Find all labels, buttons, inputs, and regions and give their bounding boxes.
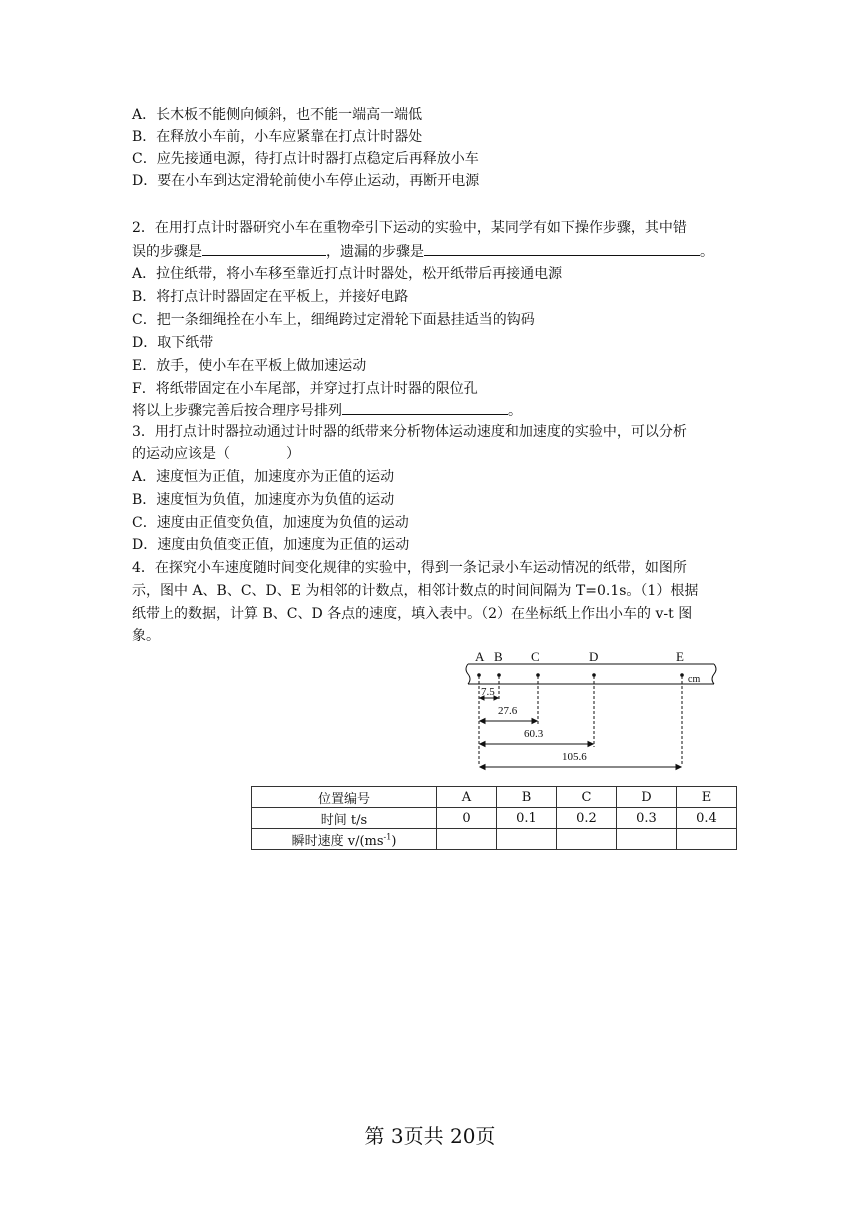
table-cell: 0.4	[677, 808, 737, 829]
table-cell: 0.1	[497, 808, 557, 829]
velocity-table	[251, 786, 737, 850]
q2-stem-text-c: 。	[700, 244, 714, 260]
velocity-input-cell[interactable]	[677, 829, 737, 850]
tape-dot-a	[477, 673, 481, 677]
q3-option-b: B．速度恒为负值，加速度亦为负值的运动	[132, 492, 395, 508]
point-label-d: D	[589, 649, 599, 664]
table-row	[252, 808, 737, 829]
q4-stem-line3: 纸带上的数据，计算 B、C、D 各点的速度，填入表中。（2）在坐标纸上作出小车的 v-t 图	[132, 606, 693, 622]
q1-option-d: D．要在小车到达定滑轮前使小车停止运动，再断开电源	[132, 173, 480, 189]
distance-label-ac: 27.6	[498, 705, 518, 717]
q2-order-end: 。	[508, 403, 522, 419]
q2-stem-line1: 2．在用打点计时器研究小车在重物牵引下运动的实验中，某同学有如下操作步骤，其中错	[132, 220, 687, 236]
q4-stem-line4: 象。	[132, 628, 160, 644]
velocity-exponent: -1	[383, 832, 392, 842]
velocity-close: )	[391, 833, 397, 849]
q2-option-d: D．取下纸带	[132, 335, 214, 351]
velocity-input-cell[interactable]	[557, 829, 617, 850]
paper-tape-diagram	[464, 648, 724, 778]
q1-option-c: C．应先接通电源，待打点计时器打点稳定后再释放小车	[132, 151, 479, 167]
distance-label-ab: 7.5	[481, 686, 495, 698]
q4-stem-line2: 示，图中 A、B、C、D、E 为相邻的计数点，相邻计数点的时间间隔为 T=0.1s。（1）根据	[132, 583, 699, 599]
velocity-label: 瞬时速度 v/(ms	[291, 833, 384, 849]
tape-right-tear	[712, 664, 716, 684]
tape-dot-c	[536, 673, 540, 677]
point-label-c: C	[531, 649, 540, 664]
q2-option-a: A．拉住纸带，将小车移至靠近打点计时器处，松开纸带后再接通电源	[132, 266, 563, 282]
q1-option-a: A．长木板不能侧向倾斜，也不能一端高一端低	[132, 107, 423, 123]
point-label-a: A	[475, 649, 485, 664]
distance-label-ad: 60.3	[524, 728, 544, 740]
q1-option-b: B．在释放小车前，小车应紧靠在打点计时器处	[132, 129, 423, 145]
q2-option-c: C．把一条细绳拴在小车上，细绳跨过定滑轮下面悬挂适当的钩码	[132, 312, 535, 328]
distance-label-ae: 105.6	[562, 751, 587, 763]
table-row	[252, 829, 737, 850]
point-label-b: B	[494, 649, 503, 664]
table-row	[252, 787, 737, 808]
q3-option-a: A．速度恒为正值，加速度亦为正值的运动	[132, 469, 395, 485]
q2-option-b: B．将打点计时器固定在平板上，并接好电路	[132, 289, 409, 305]
tape-dot-e	[680, 673, 684, 677]
table-cell: C	[557, 787, 617, 808]
point-label-e: E	[676, 649, 684, 664]
page-footer: 第 3页共 20页	[364, 1124, 496, 1148]
table-cell: 0.2	[557, 808, 617, 829]
table-cell: 0.3	[617, 808, 677, 829]
velocity-input-cell[interactable]	[437, 829, 497, 850]
unit-label: cm	[688, 674, 701, 685]
q3-stem-line1: 3．用打点计时器拉动通过计时器的纸带来分析物体运动速度和加速度的实验中，可以分析	[132, 424, 687, 440]
q4-stem-line1: 4．在探究小车速度随时间变化规律的实验中，得到一条记录小车运动情况的纸带，如图所	[132, 560, 687, 576]
answer-blank-missing-step[interactable]	[424, 240, 700, 256]
q2-option-f: F．将纸带固定在小车尾部，并穿过打点计时器的限位孔	[132, 381, 478, 397]
row-header-time: 时间 t/s	[252, 808, 437, 829]
table-cell: 0	[437, 808, 497, 829]
q3-stem-line2: 的运动应该是（ ）	[132, 446, 300, 462]
q2-option-e: E．放手，使小车在平板上做加速运动	[132, 358, 367, 374]
velocity-input-cell[interactable]	[497, 829, 557, 850]
tape-left-tear	[466, 664, 470, 684]
velocity-input-cell[interactable]	[617, 829, 677, 850]
q3-option-c: C．速度由正值变负值，加速度为负值的运动	[132, 515, 409, 531]
table-cell: B	[497, 787, 557, 808]
q2-order-text: 将以上步骤完善后按合理序号排列	[132, 403, 342, 419]
table-cell: D	[617, 787, 677, 808]
table-cell: A	[437, 787, 497, 808]
answer-blank-wrong-steps[interactable]	[202, 240, 326, 256]
q2-stem-text-a: 误的步骤是	[132, 244, 202, 260]
q3-option-d: D．速度由负值变正值，加速度为正值的运动	[132, 537, 410, 553]
tape-dot-b	[497, 673, 501, 677]
row-header-position: 位置编号	[252, 787, 437, 808]
q2-stem-line2	[132, 240, 714, 263]
q2-order-line	[132, 399, 522, 422]
table-cell: E	[677, 787, 737, 808]
row-header-velocity	[252, 829, 437, 850]
answer-blank-order[interactable]	[342, 399, 508, 415]
tape-dot-d	[592, 673, 596, 677]
q2-stem-text-b: ，遗漏的步骤是	[326, 244, 424, 260]
